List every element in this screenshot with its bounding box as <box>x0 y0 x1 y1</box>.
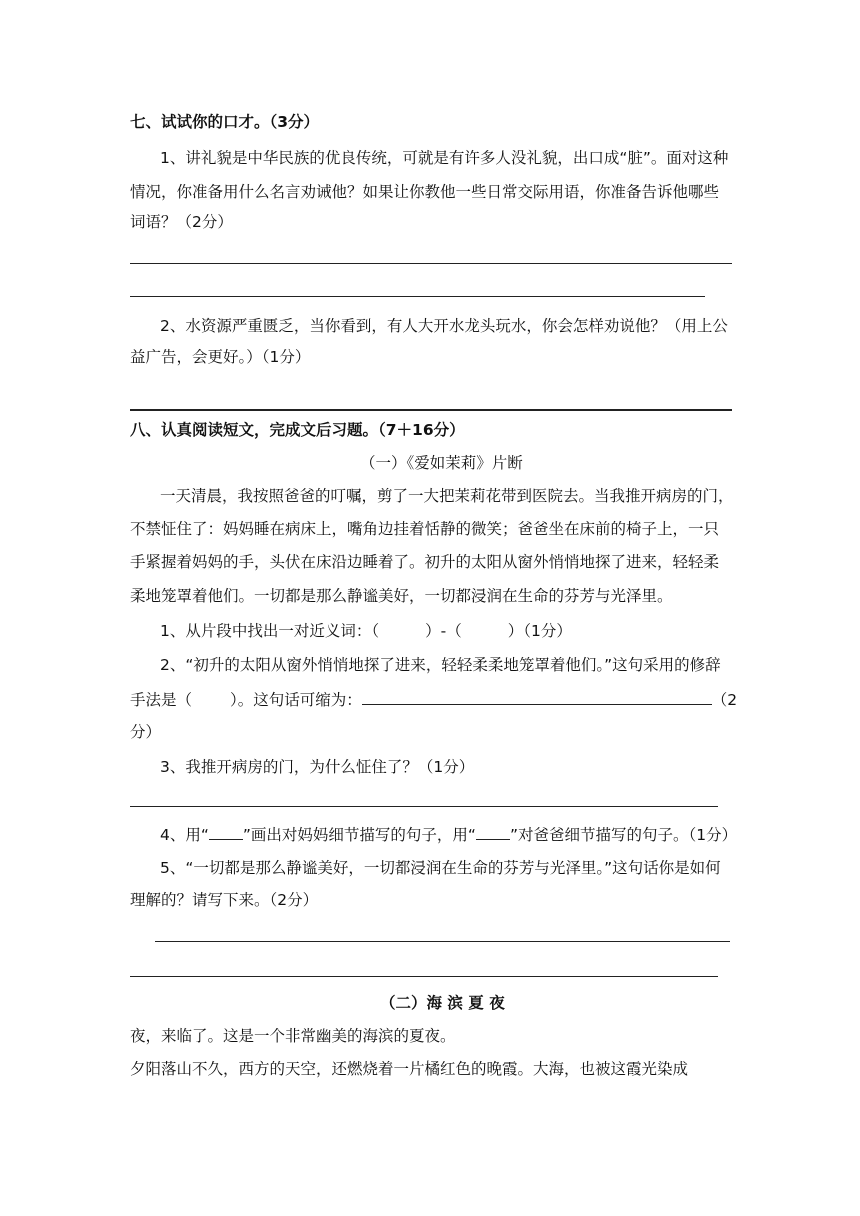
s7-q2-line1: 2、水资源严重匮乏，当你看到，有人大开水龙头玩水，你会怎样劝说他？（用上公 <box>160 317 728 335</box>
p1-q5-line2: 理解的？请写下来。（2分） <box>130 891 319 909</box>
part2-title: （二）海 滨 夏 夜 <box>380 994 505 1012</box>
section8-heading: 八、认真阅读短文，完成文后习题。（7＋16分） <box>130 421 465 439</box>
p1-q4-a: 4、用“ <box>160 826 209 844</box>
part1-passage-line: 手紧握着妈妈的手，头伏在床沿边睡着了。初升的太阳从窗外悄悄地探了进来，轻轻柔 <box>130 553 720 571</box>
s7-q1-line2: 情况，你准备用什么名言劝诫他？如果让你教他一些日常交际用语，你准备告诉他哪些 <box>130 183 720 201</box>
p1-q4-c: ”对爸爸细节描写的句子。（1分） <box>509 826 738 844</box>
p1-q1-suffix: ）（1分） <box>507 622 572 640</box>
p1-q2-a: 手法是（ <box>130 691 193 709</box>
straight-underline-mark <box>209 825 243 840</box>
straight-underline-mark <box>476 825 510 840</box>
p1-q2-line2 <box>130 688 737 711</box>
section7-heading: 七、试试你的口才。（3分） <box>130 113 320 131</box>
p1-q1 <box>160 620 572 642</box>
p1-q3: 3、我推开病房的门，为什么怔住了？（1分） <box>160 758 475 776</box>
answer-line[interactable] <box>130 296 705 297</box>
p1-q2-line1: 2、“初升的太阳从窗外悄悄地探了进来，轻轻柔柔地笼罩着他们。”这句采用的修辞 <box>160 656 721 674</box>
part2-passage-line: 夕阳落山不久，西方的天空，还燃烧着一片橘红色的晚霞。大海，也被这霞光染成 <box>130 1060 689 1078</box>
p1-q2-line3: 分） <box>130 723 162 741</box>
p1-q5-line1: 5、“一切都是那么静谧美好，一切都浸润在生命的芬芳与光泽里。”这句话你是如何 <box>160 859 721 877</box>
part1-title: （一）《爱如茉莉》片断 <box>360 454 523 472</box>
section-divider <box>130 409 732 411</box>
p1-q1-prefix: 1、从片段中找出一对近义词：（ <box>160 622 380 640</box>
s7-q1-line1: 1、讲礼貌是中华民族的优良传统，可就是有许多人没礼貌，出口成“脏”。面对这种 <box>160 149 729 167</box>
part1-passage-line: 柔地笼罩着他们。一切都是那么静谧美好，一切都浸润在生命的芬芳与光泽里。 <box>130 587 673 605</box>
part1-passage-line: 一天清晨，我按照爸爸的叮嘱，剪了一大把茉莉花带到医院去。当我推开病房的门， <box>160 487 734 505</box>
p1-q1-mid: ）-（ <box>425 622 462 640</box>
answer-line[interactable] <box>130 976 718 977</box>
s7-q1-line3: 词语？（2分） <box>130 213 233 231</box>
s7-q2-line2: 益广告，会更好。）（1分） <box>130 348 311 366</box>
p1-q4 <box>160 824 737 846</box>
part1-passage-line: 不禁怔住了：妈妈睡在病床上，嘴角边挂着恬静的微笑；爸爸坐在床前的椅子上，一只 <box>130 520 720 538</box>
answer-line[interactable] <box>155 941 730 942</box>
answer-line[interactable] <box>130 263 732 264</box>
p1-q2-b: ）。这句话可缩为： <box>230 691 362 709</box>
p1-q4-b: ”画出对妈妈细节描写的句子，用“ <box>242 826 476 844</box>
answer-line[interactable] <box>130 806 718 807</box>
answer-blank[interactable] <box>362 688 712 705</box>
part2-passage-line: 夜，来临了。这是一个非常幽美的海滨的夏夜。 <box>130 1027 456 1045</box>
p1-q2-c: （2 <box>711 691 738 709</box>
